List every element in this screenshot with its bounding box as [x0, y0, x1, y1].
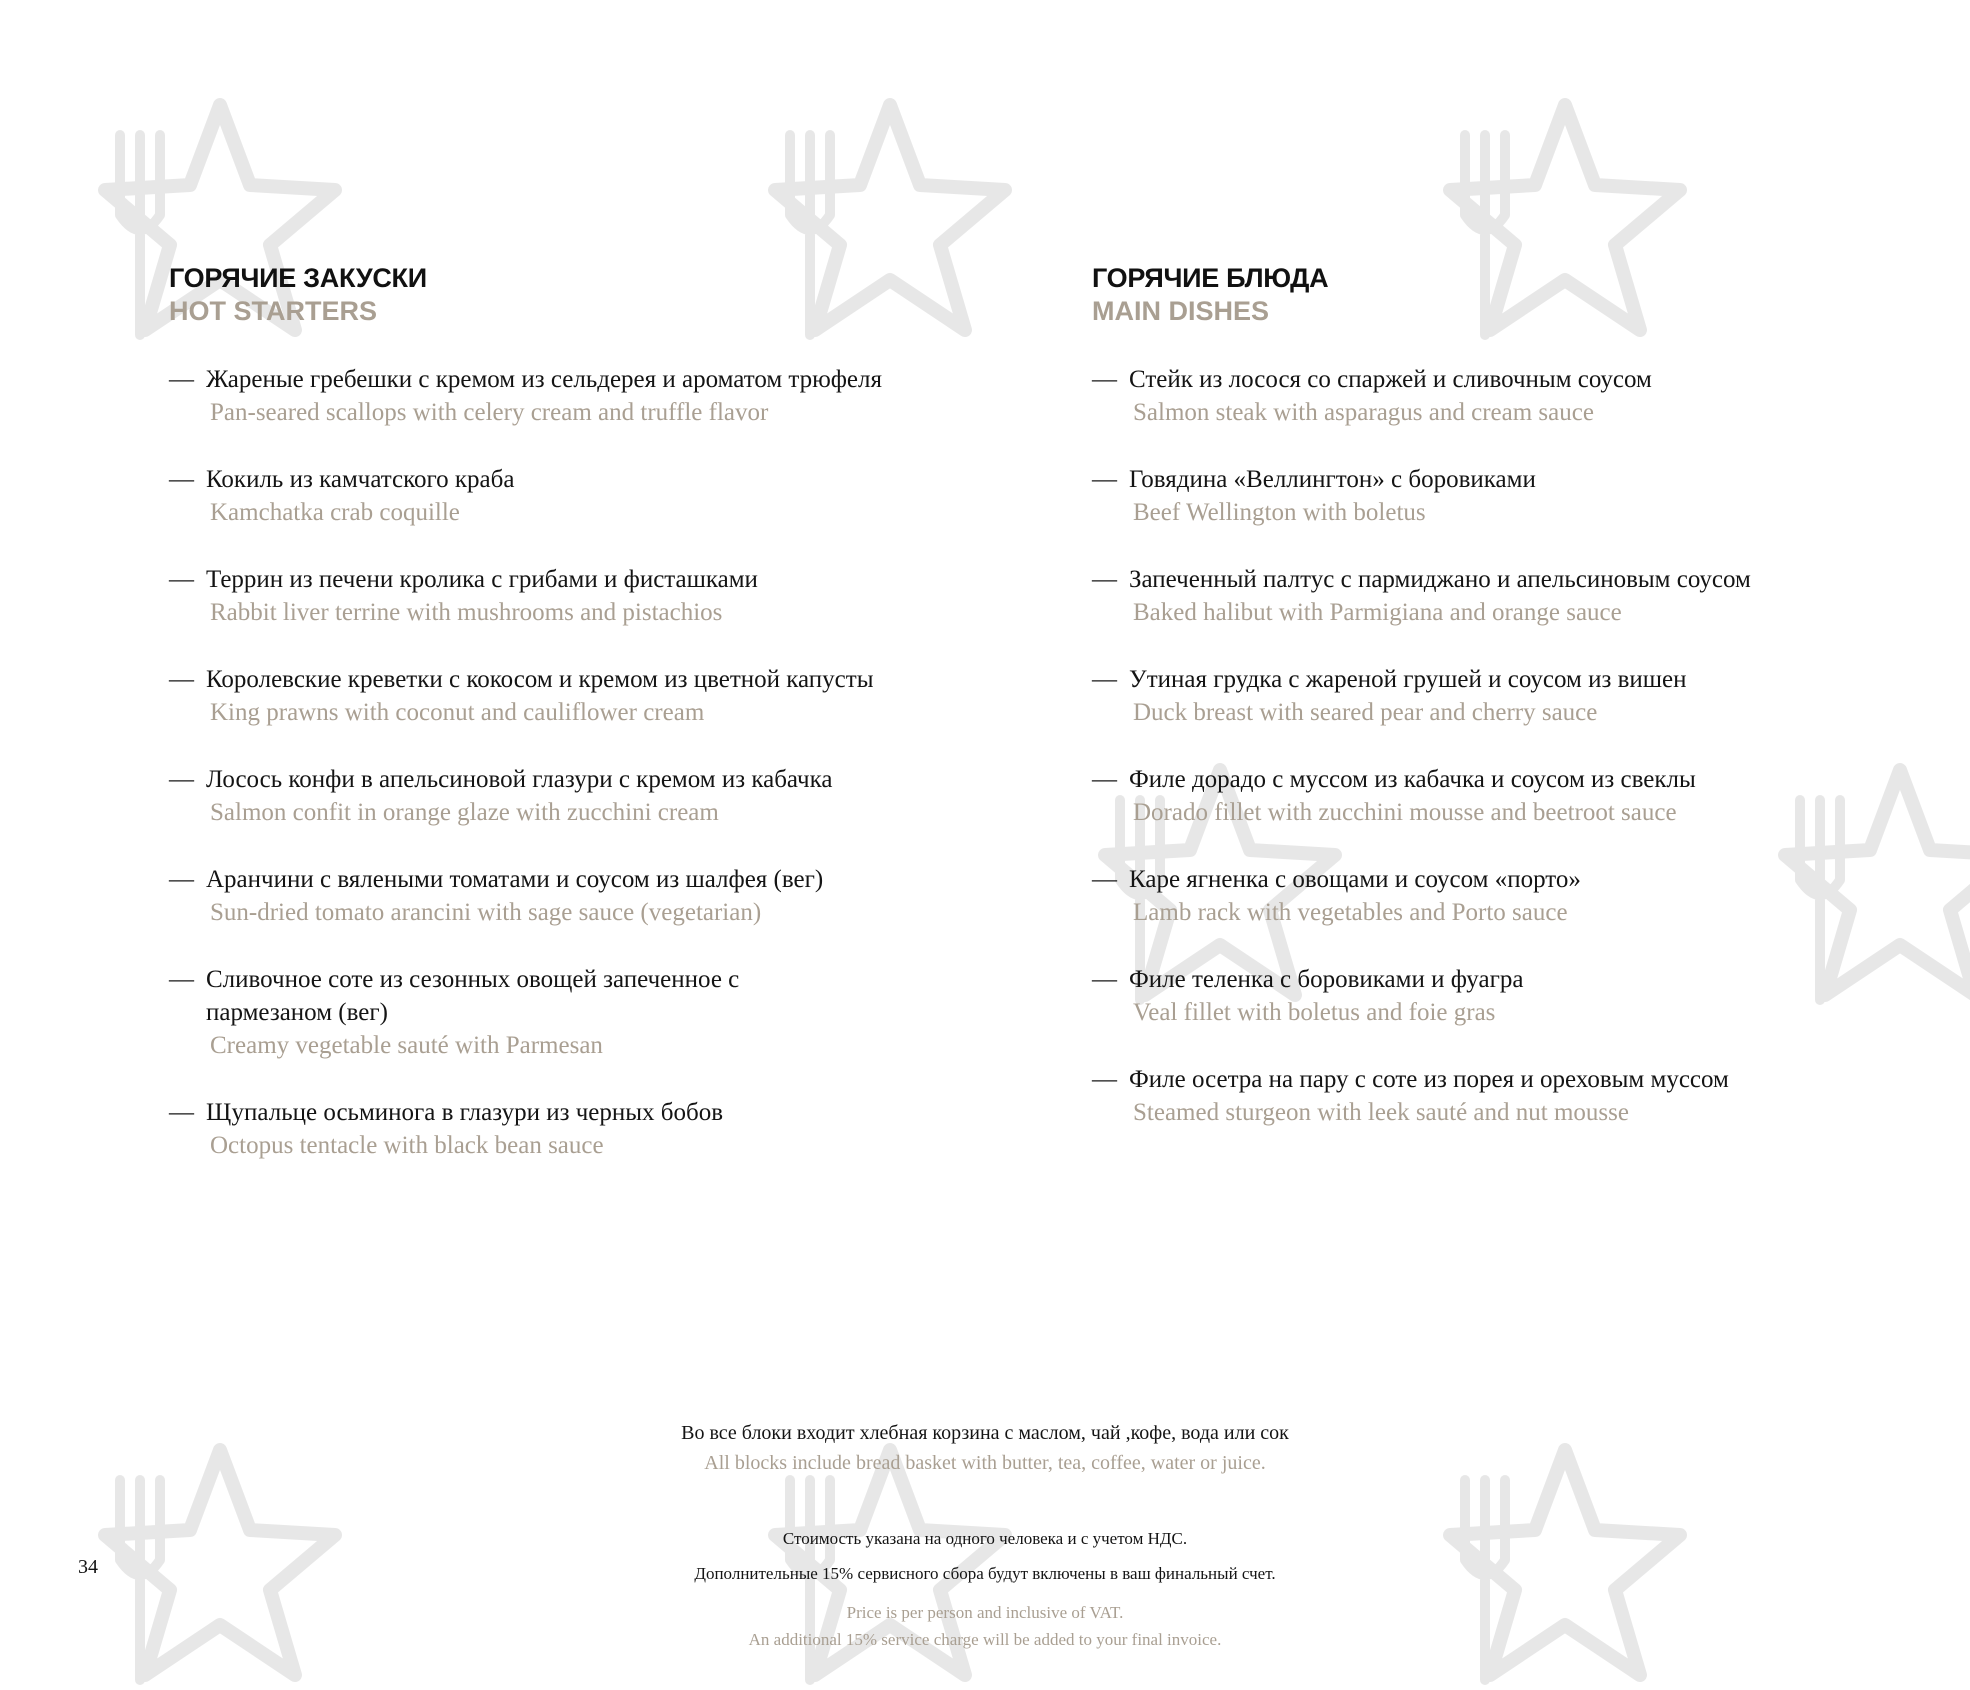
menu-item-name-ru: Филе теленка с боровиками и фуагра [1129, 966, 1524, 993]
menu-item-name-ru: Сливочное соте из сезонных овощей запеченное с пармезаном (вег) [206, 966, 740, 1026]
menu-item-name-ru: Щупальце осьминога в глазури из черных бобов [206, 1099, 724, 1126]
hot-starters-title-ru: ГОРЯЧИЕ ЗАКУСКИ [169, 263, 427, 293]
menu-item-name-ru: Жареные гребешки с кремом из сельдерея и ароматом трюфеля [206, 366, 882, 393]
menu-item [169, 863, 929, 929]
dash: — [1092, 366, 1117, 393]
menu-item [169, 963, 929, 1062]
menu-item [1092, 963, 1872, 1029]
dash: — [1092, 666, 1117, 693]
menu-item [1092, 563, 1872, 629]
menu-item-name-ru: Филе дорадо с муссом из кабачка и соусом из свеклы [1129, 766, 1696, 793]
menu-item-name-en: Salmon steak with asparagus and cream sauce [1133, 399, 1594, 426]
menu-item-name-ru: Кокиль из камчатского краба [206, 466, 515, 493]
dash: — [1092, 966, 1117, 993]
menu-item-name-en: Duck breast with seared pear and cherry sauce [1133, 699, 1598, 726]
menu-item [1092, 863, 1872, 929]
dash: — [169, 766, 194, 793]
hot-starters-section [169, 262, 929, 1196]
price-note-en-1: Price is per person and inclusive of VAT. [846, 1603, 1124, 1622]
hot-starters-list [169, 363, 929, 1162]
main-dishes-title-en: MAIN DISHES [1092, 296, 1270, 326]
menu-item [1092, 763, 1872, 829]
hot-starters-title-en: HOT STARTERS [169, 296, 377, 326]
menu-item-name-ru: Утиная грудка с жареной грушей и соусом из вишен [1129, 666, 1687, 693]
menu-item-name-en: Creamy vegetable sauté with Parmesan [210, 1032, 603, 1059]
main-dishes-list [1092, 363, 1872, 1129]
menu-item-name-en: Beef Wellington with boletus [1133, 499, 1426, 526]
price-note-ru-2: Дополнительные 15% сервисного сбора будут включены в ваш финальный счет. [694, 1564, 1276, 1583]
menu-item-name-en: Pan-seared scallops with celery cream and truffle flavor [210, 399, 769, 426]
menu-item-name-en: Salmon confit in orange glaze with zucchini cream [210, 799, 719, 826]
menu-item-name-en: King prawns with coconut and cauliflower cream [210, 699, 705, 726]
menu-item-name-en: Steamed sturgeon with leek sauté and nut mousse [1133, 1099, 1629, 1126]
menu-item-name-ru: Террин из печени кролика с грибами и фисташками [206, 566, 758, 593]
price-note-ru-1: Стоимость указана на одного человека и с учетом НДС. [782, 1529, 1188, 1548]
bread-basket-note-ru: Во все блоки входит хлебная корзина с маслом, чай ,кофе, вода или сок [681, 1422, 1289, 1444]
menu-item [1092, 363, 1872, 429]
menu-item [1092, 663, 1872, 729]
dash: — [169, 866, 194, 893]
menu-item-name-ru: Каре ягненка с овощами и соусом «порто» [1129, 866, 1581, 893]
menu-item-name-en: Kamchatka crab coquille [210, 499, 460, 526]
bread-basket-note [0, 1418, 1970, 1478]
menu-item-name-en: Lamb rack with vegetables and Porto sauce [1133, 899, 1568, 926]
menu-item-name-en: Sun-dried tomato arancini with sage sauce (vegetarian) [210, 899, 762, 926]
menu-item-name-ru: Лосось конфи в апельсиновой глазури с кремом из кабачка [206, 766, 833, 793]
dash: — [1092, 1066, 1117, 1093]
menu-item [169, 363, 929, 429]
dash: — [169, 566, 194, 593]
menu-item [169, 1096, 929, 1162]
menu-item-name-ru: Стейк из лосося со спаржей и сливочным соусом [1129, 366, 1652, 393]
menu-item-name-en: Rabbit liver terrine with mushrooms and pistachios [210, 599, 723, 626]
menu-item-name-ru: Говядина «Веллингтон» с боровиками [1129, 466, 1536, 493]
main-dishes-section [1092, 262, 1872, 1163]
menu-item-name-ru: Филе осетра на пару с соте из порея и ореховым муссом [1129, 1066, 1729, 1093]
dash: — [169, 1099, 194, 1126]
price-note [0, 1521, 1970, 1653]
menu-item [169, 763, 929, 829]
menu-item-name-en: Veal fillet with boletus and foie gras [1133, 999, 1496, 1026]
menu-item-name-en: Dorado fillet with zucchini mousse and beetroot sauce [1133, 799, 1677, 826]
menu-item [1092, 463, 1872, 529]
menu-item-name-ru: Аранчини с вялеными томатами и соусом из шалфея (вег) [206, 866, 824, 893]
dash: — [169, 966, 194, 993]
menu-item-name-en: Baked halibut with Parmigiana and orange sauce [1133, 599, 1622, 626]
dash: — [169, 466, 194, 493]
price-note-en-2: An additional 15% service charge will be added to your final invoice. [748, 1630, 1222, 1649]
dash: — [1092, 466, 1117, 493]
main-dishes-title-ru: ГОРЯЧИЕ БЛЮДА [1092, 263, 1329, 293]
page-number: 34 [78, 1556, 98, 1578]
bread-basket-note-en: All blocks include bread basket with butter, tea, coffee, water or juice. [704, 1452, 1266, 1474]
menu-item-name-ru: Королевские креветки с кокосом и кремом из цветной капусты [206, 666, 874, 693]
menu-item [169, 563, 929, 629]
menu-item [169, 463, 929, 529]
dash: — [1092, 866, 1117, 893]
dash: — [1092, 566, 1117, 593]
menu-item-name-en: Octopus tentacle with black bean sauce [210, 1132, 604, 1159]
menu-item [1092, 1063, 1872, 1129]
menu-item-name-ru: Запеченный палтус с пармиджано и апельсиновым соусом [1129, 566, 1751, 593]
dash: — [169, 666, 194, 693]
dash: — [169, 366, 194, 393]
menu-item [169, 663, 929, 729]
dash: — [1092, 766, 1117, 793]
